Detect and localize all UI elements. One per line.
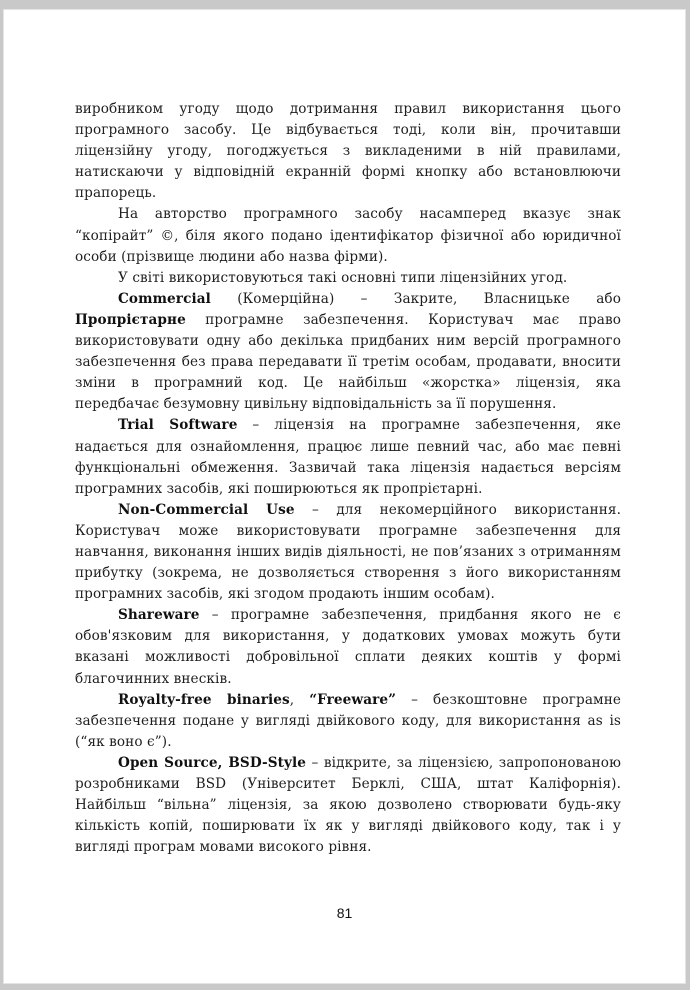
paragraph-copyright [75,204,621,267]
page-number: 81 [336,905,353,921]
paragraph-text: програмне забезпечення. Користувач має право використовувати одну або декілька придбаних ним версій програмного забезпечення без права передавати її третім особам, продавати, вносити зміни в програмний код. Це найбільш «жорстка» ліцензія, яка передбачає безумовну цивільну відповідальність за її порушення. [75,311,621,413]
paragraph-text: – для некомерційного використання. Користувач може використовувати програмне забезпечення для навчання, виконання інших видів діяльності, не пов’язаних з отриманням прибутку (зокрема, не дозволяється створення з його використанням програмних засобів, які згодом продають іншим особам). [75,501,621,603]
paragraph-open-source-bsd [75,753,621,858]
paragraph-shareware [75,605,621,689]
page-body [75,99,621,858]
paragraph-text: На авторство програмного засобу насамперед вказує знак “копірайт” ©, біля якого подано ідентифікатор фізичної або юридичної особи (прізвище людини або назва фірми). [75,206,621,265]
paragraph-commercial [75,289,621,416]
term-commercial-gloss: (Комерційна) – Закрите, Власницьке або [210,290,621,307]
paragraph-license-agreement-continuation [75,99,621,204]
term-shareware: Shareware [118,607,200,624]
document-page [3,9,686,984]
paragraph-text: – ліцензія на програмне забезпечення, яке надається для ознайомлення, працює лише певний час, або має певні функціональні обмеження. Зазвичай така ліцензія надається версіям програмних засобів, які поширюються як пропрієтарні. [75,417,622,497]
paragraph-text: – відкрите, за ліцензією, запропонованою розробниками BSD (Університет Берклі, США, штат Каліфорнія). Найбільш “вільна” ліцензія, за якою дозволено створювати будь-яку кількість копій, поширювати їх як у вигляді двійкового коду, так і у вигляді програм мовами високого рівня. [75,754,622,856]
paragraph-text: – програмне забезпечення, придбання якого не є обов'язковим для використання, у додаткових умовах можуть бути вказані можливості добровільної сплати деяких коштів у формі благочинних внесків. [75,607,621,687]
term-proprietary: Пропрієтарне [75,311,186,328]
paragraph-freeware [75,690,621,753]
paragraph-trial-software [75,415,621,499]
term-royalty-free-binaries: Royalty-free binaries [118,691,290,708]
term-trial-software: Trial Software [118,417,238,434]
term-freeware: “Freeware” [309,691,397,708]
term-open-source-bsd: Open Source, BSD-Style [118,754,307,771]
paragraph-non-commercial-use [75,500,621,605]
term-non-commercial-use: Non-Commercial Use [118,501,295,518]
paragraph-text: У світі використовуються такі основні типи ліцензійних угод. [118,269,568,286]
paragraph-text: – безкоштовне програмне забезпечення подане у вигляді двійкового коду, для використання as is (“як воно є”). [75,691,622,750]
paragraph-text: виробником угоду щодо дотримання правил використання цього програмного засобу. Це відбувається тоді, коли він, прочитавши ліцензійну угоду, погоджується з викладеними в ній правилами, натискаючи у відповідній екранній формі кнопку або встановлюючи прапорець. [75,101,621,202]
term-separator: , [289,691,310,708]
paragraph-license-types-intro [75,268,621,289]
term-commercial: Commercial [118,290,211,307]
